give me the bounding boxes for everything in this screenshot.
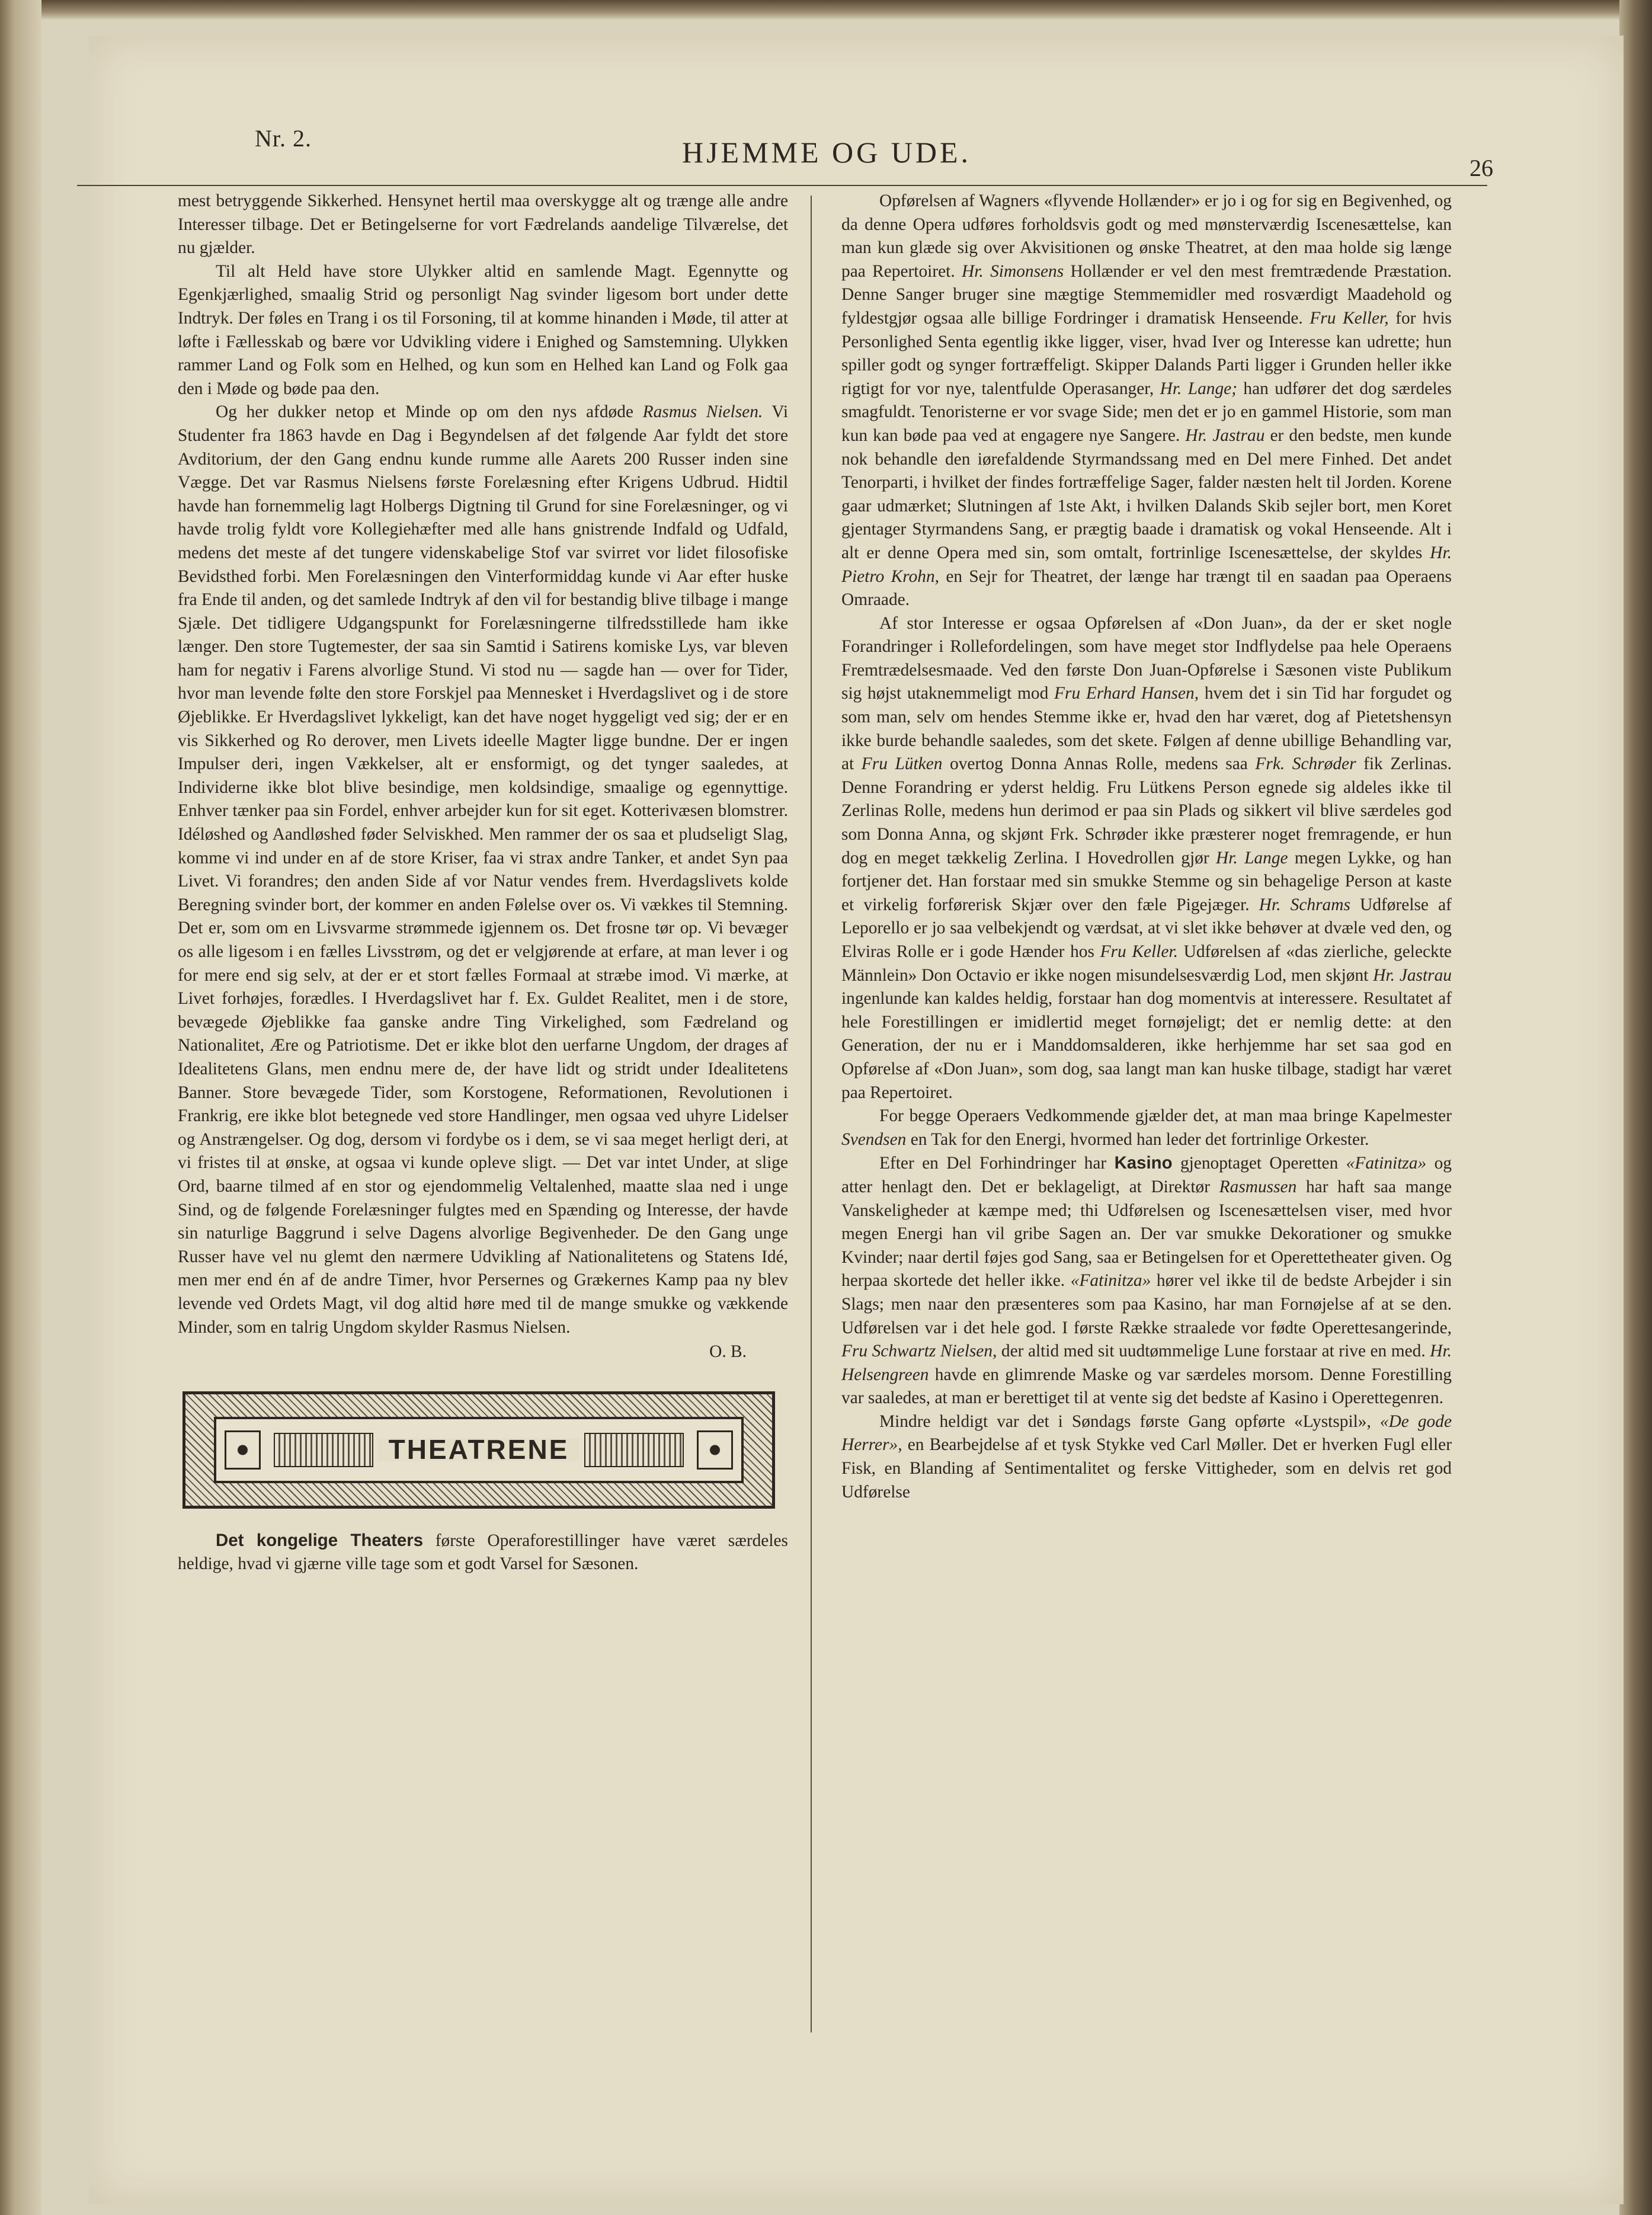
person-name: Hr. Jastrau [1373,965,1452,985]
magazine-title: HJEMME OG UDE. [681,136,972,169]
person-name: Fru Lütken [861,754,943,774]
issue-number: Nr. 2. [255,125,312,152]
text-run: har haft saa mange Vanskeligheder at kæmpe med; thi Udførelsen og Iscenesættelsen viser, med hvor megen Energi han vil gribe Sagen an. Der var smukke Dekorationer og smukke Kvinder; naar dertil føjes god Sang, saa er Betingelsen for et Operettetheater given. Og herpaa skortede det heller ikke. [841,1177,1452,1291]
text-run: hører vel ikke til de bedste Arbejder i sin Slags; men naar den præsenteres som paa Kasino, har man Fornøjelse af at se den. Udførelsen var i det hele god. I første Række straalede vor fødte Operettesangerinde, [841,1271,1452,1337]
author-signature: O. B. [709,1342,747,1362]
person-name: Hr. Lange; [1160,379,1238,398]
text-run: Mindre heldigt var det i Søndags første Gang opførte «Lystspil», [879,1411,1371,1431]
theatre-section-banner [183,1391,775,1509]
person-name: Frk. Schrøder [1255,754,1356,774]
page-number: 26 [1469,155,1493,181]
ornament-band-right [584,1433,684,1467]
theatre-name: Det kongelige Theaters [216,1530,424,1550]
text-run: gjenoptaget Operetten [1180,1154,1339,1173]
left-column [178,190,788,1576]
column-divider [811,196,812,2032]
text-run: fik Zerlinas. Denne Forandring er yderst heldig. Fru Lütkens Person egnede sig aldeles ikke til Zerlinas Rolle, medens hun derimod er paa sin Plads og sikkert vil blive særdeles god som Donna Anna, og skjønt Frk. Schrøder ikke præsterer noget fremragende, er hun dog en meget tækkelig Zerlina. I Hovedrollen gjør [841,754,1452,868]
text-run: en Bearbejdelse af et tysk Stykke ved Carl Møller. Det er hverken Fugl eller Fisk, en Blanding af Sentimentalitet og ferske Vittigheder, som en delvis ret god Udførelse [841,1435,1452,1502]
paragraph [178,401,788,1339]
text-run: Hollænder er vel den mest fremtrædende Præstation. Denne Sanger bruger sine mægtige Stemmemidler med rosværdigt Maadehold og fyldestgjør ogsaa alle billige Fordringer i dramatisk Henseende. [841,261,1452,328]
ornament-band-left [274,1433,373,1467]
person-name: Hr. Pietro Krohn, [841,543,1452,586]
person-name: Hr. Lange [1215,848,1288,868]
text-run: havde en glimrende Maske og var særdeles morsom. Denne Forestilling var saaledes, at man er berettiget til at vente sig det bedste af Kasino i Operettegenren. [841,1365,1452,1408]
text-run: Vi Studenter fra 1863 havde en Dag i Begyndelsen af det følgende Aar fyldt det store Avditorium, der den Gang endnu kunde rumme alle Aarets 200 Russer inden sine Vægge. Det var Rasmus Nielsens første Forelæsning efter Krigens Udbrud. Hidtil havde han fornemmelig lagt Holbergs Digtning til Grund for sine Forelæsninger, og vi havde trolig fyldt vore Kollegiehæfter med alle hans gnistrende Indfald og Udfald, medens det meste af det tungere videnskabelige Stof var svirret vor lidet filosofiske Bevidsthed forbi. Men Forelæsningen den Vinterformiddag kunde vi Aar efter huske fra Ende til anden, og det samlede Indtryk af den vil for bestandig blive tilbage i mange Sjæle. Det tidligere Udgangspunkt for Forelæsningerne tilfredsstillede ham ikke længer. Den store Tugtemester, der saa sin Samtid i Satirens komiske Lys, var bleven ham for negativ i Farens alvorlige Stund. Vi stod nu — sagde han — over for Tider, hvor man levende følte den store Forskjel paa Mennesket i Hverdagslivet og i de store Øjeblikke. Er Hverdagslivet lykkeligt, kan det have noget hyggeligt ved sig; der er en vis Sikkerhed og Ro derover, men Livets ideelle Magter ligge bundne. Der er ingen Impulser deri, ingen Vækkelser, alt er ensformigt, og det tynger saaledes, at Individerne ikke blot blive besindige, men koldsindige, smaalige og egennyttige. Enhver tænker paa sin Fordel, enhver arbejder kun for sit eget. Kotterivæsen blomstrer. Idéløshed og Aandløshed føder Selviskhed. Men rammer der os saa et pludseligt Slag, komme vi ind under en af de store Kriser, faa vi strax andre Tanker, et andet Syn paa Livet. Vi forandres; den anden Side af vor Natur vendes frem. Hverdagslivets kolde Beregning svinder bort, der kommer en anden Følelse over os. Vi vækkes til Stemning. Det er, som om en Livsvarme strømmede igjennem os. Det frosne tør op. Vi bevæger os alle ligesom i en fælles Livsstrøm, og det er velgjørende at erfare, at man lever i og for mere end sig selv, at der er et stort fælles Formaal at stræbe imod. Vi mærke, at Livet forhøjes, forædles. I Hverdagslivet har f. Ex. Guldet Realitet, men i de store, bevægede Øjeblikke faa ganske andre Ting Virkelighed, som Fædreland og Nationalitet, Ære og Patriotisme. Det er ikke blot den uerfarne Ungdom, der drages af Idealitetens Glans, men endnu mere de, der have lidt og stridt under Idealitetens Banner. Store bevægede Tider, som Korstogene, Reformationen, Revolutionen i Frankrig, ere ikke blot betegnede ved store Handlinger, men ogsaa ved uhyre Lidelser og Anstrængelser. Og dog, dersom vi fordybe os i dem, se vi saa meget herligt deri, at vi fristes til at ønske, at ogsaa vi kunde opleve sligt. — Det var intet Under, at slige Ord, baarne tilmed af en stor og ejendommelig Veltalenhed, maatte slaa ned i unge Sind, og de følgende Forelæsninger fulgtes med en Spænding og Interesse, der havde sin naturlige Baggrund i selve Dagens alvorlige Begivenheder. De den Gang unge Russer have vel nu glemt den nærmere Udvikling af Nationalitetens og Statens Idé, men mer end én af de andre Timer, hvor Persernes og Grækernes Kamp paa ny blev levende ved Ordets Magt, vil dog altid høre med til de mange smukke og vækkende Minder, som en talrig Ungdom skylder Rasmus Nielsen. [178,402,788,1337]
text-run: Opførelsen af Wagners «flyvende Hollænder» er jo i og for sig en Begivenhed, og da denne Opera udføres forholdsvis godt og med mønsterværdig Iscenesættelse, kan man kun glæde sig over Akvisitionen og ønske Theatret, at den maa holde sig længe paa Repertoiret. [841,191,1452,281]
person-name: Rasmus Nielsen. [642,402,763,422]
paragraph [841,1410,1452,1504]
paragraph [841,1151,1452,1410]
page-header [160,119,1493,184]
person-name: Svendsen [841,1129,907,1149]
person-name: Hr. Jastrau [1185,425,1265,445]
book-edge-right [1619,0,1652,2215]
banner-frame [214,1417,744,1483]
text-run: ingenlunde kan kaldes heldig, forstaar han dog momentvis at interessere. Resultatet af hele Forestillingen er imidlertid meget fornøjeligt; det er nemlig dette: at den Generation, der nu er i Manddomsalderen, ikke herhjemme har set saa god en Opførelse af «Don Juan», som dog, saa langt man kan huske tilbage, stadigt har været paa Repertoiret. [841,989,1452,1102]
person-name: Fru Schwartz Nielsen, [841,1342,997,1361]
person-name: Rasmussen [1219,1177,1297,1196]
theatre-name: Kasino [1114,1153,1173,1173]
paragraph: mest betryggende Sikkerhed. Hensynet hertil maa overskygge alt og trænge alle andre Interesser tilbage. Det er Betingelserne for vort Fædrelands aandelige Tilværelse, det nu gjælder. [178,191,788,258]
text-run: Efter en Del Forhindringer har [879,1154,1107,1173]
person-name: Fru Erhard Hansen, [1054,684,1199,703]
paragraph: Til alt Held have store Ulykker altid en samlende Magt. Egennytte og Egenkjærlighed, smaalig Strid og personligt Nag svinder ligesom bort under dette Indtryk. Der føles en Trang i os til Forsoning, til at komme hinanden i Møde, til atter at løfte i Fællesskab og bære vor Udvikling videre i Enighed og Samstemning. Ulykken rammer Land og Folk som en Helhed, og kun som en Helhed kan Land og Folk gaa den i Møde og bøde paa den. [178,261,788,398]
ornament-right [697,1430,733,1470]
header-rule [77,185,1487,186]
text-run: er den bedste, men kunde nok behandle den iørefaldende Styrmandssang med en Del mere Finhed. Det andet Tenorparti, i hvilket der findes fortræffelige Sager, falder næsten helt til Jorden. Korene gaar udmærket; Slutningen af 1ste Akt, i hvilken Dalands Skib sejler bort, men Koret gjentager Styrmandens Sang, er prægtig baade i dramatisk og vokal Henseende. Alt i alt er denne Opera med sin, som omtalt, fortrinlige Iscenesættelse, der skyldes [841,425,1452,562]
person-name: Hr. Simonsens [962,261,1064,281]
work-title: «Fatinitza» [1346,1154,1427,1173]
paragraph [841,190,1452,612]
text-run: han udfører det dog særdeles smagfuldt. Tenoristerne er vor svage Side; men det er jo en gammel Historie, som man kun kan bøde paa ved at engagere nye Sangere. [841,379,1452,445]
text-run: og atter henlagt den. Det er beklageligt, at Direktør [841,1154,1452,1196]
person-name: Fru Keller, [1310,308,1389,328]
text-run: en Tak for den Energi, hvormed han leder det fortrinlige Orkester. [910,1129,1369,1149]
ornament-left [225,1430,261,1470]
text-run: Og her dukker netop et Minde op om den nys afdøde [216,402,633,422]
paragraph [841,1105,1452,1151]
right-column [841,190,1452,1504]
work-title: «De gode Herrer», [841,1411,1452,1455]
person-name: Hr. Helsengreen [841,1342,1452,1384]
text-run: overtog Donna Annas Rolle, medens saa [950,754,1248,774]
text-run: hvem det i sin Tid har forgudet og som man, selv om hendes Stemme ikke er, hvad den har været, dog af Pietetshensyn ikke burde behandle saaledes, som det skete. Følgen af denne ubillige Behandling var, at [841,684,1452,774]
work-title: «Fatinitza» [1070,1271,1151,1291]
section-title: THEATRENE [378,1438,580,1462]
book-edge-top [0,0,1652,20]
book-edge-left [0,0,41,2215]
person-name: Fru Keller. [1100,942,1178,961]
text-run: For begge Operaers Vedkommende gjælder det, at man maa bringe Kapelmester [879,1106,1452,1126]
text-run: megen Lykke, og han fortjener det. Han forstaar med sin smukke Stemme og sin behagelige Person at kaste et virkelig forførerisk Skjær over den fæle Pigejæger. [841,848,1452,914]
person-name: Hr. Schrams [1259,895,1350,914]
text-run: Udførelsen af «das zierliche, geleckte Männlein» Don Octavio er ikke nogen misundelsesværdig Lod, men skjønt [841,942,1452,985]
paragraph [841,612,1452,1105]
paragraph [178,1529,788,1576]
text-run: Af stor Interesse er ogsaa Opførelsen af «Don Juan», da der er sket nogle Forandringer i Rollefordelingen, som have meget stor Indflydelse paa hele Operaens Fremtrædelsesmaade. Ved den første Don Juan-Opførelse i Sæsonen viste Publikum sig højst utaknemmeligt mod [841,613,1452,703]
text-run: en Sejr for Theatret, der længe har trængt til en saadan paa Operaens Omraade. [841,566,1452,610]
text-run: der altid med sit uudtømmelige Lune forstaar at rive en med. [1001,1342,1426,1361]
text-run: Udførelse af Leporello er jo saa velbekjendt og værdsat, at vi slet ikke behøver at dvæle ved den, og Elviras Rolle er i gode Hænder hos [841,895,1452,961]
text-run: første Operaforestillinger have været særdeles heldige, hvad vi gjærne ville tage som et godt Varsel for Sæsonen. [178,1531,788,1574]
text-run: for hvis Personlighed Senta egentlig ikke ligger, viser, hvad Iver og Interesse kan udrette; hun spiller godt og synger fortræffeligt. Skipper Dalands Parti ligger i Grunden heller ikke rigtigt for vor nye, talentfulde Operasanger, [841,308,1452,398]
